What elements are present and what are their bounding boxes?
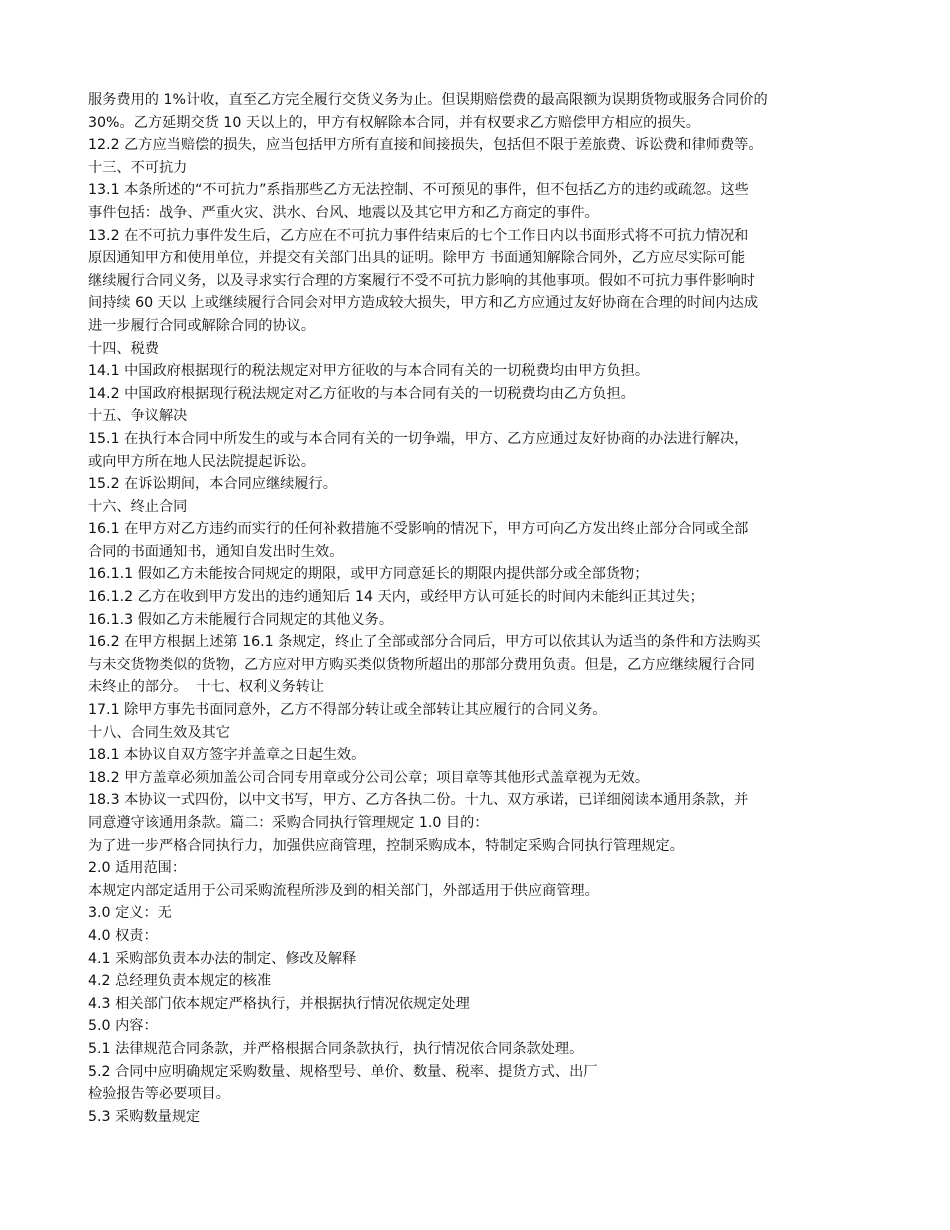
text-line: 13.1 本条所述的“不可抗力”系指那些乙方无法控制、不可预见的事件，但不包括乙方的违约或疏忽。这些 bbox=[88, 182, 749, 199]
text-line: 3.0 定义：无 bbox=[88, 905, 172, 922]
section-heading: 十六、终止合同 bbox=[88, 498, 188, 515]
text-line: 为了进一步严格合同执行力，加强供应商管理，控制采购成本，特制定采购合同执行管理规定。 bbox=[88, 837, 684, 854]
text-line: 未终止的部分。 十七、权利义务转让 bbox=[88, 679, 325, 696]
section-heading: 十三、不可抗力 bbox=[88, 159, 188, 176]
section-heading: 十八、合同生效及其它 bbox=[88, 724, 230, 741]
text-line: 4.3 相关部门依本规定严格执行，并根据执行情况依规定处理 bbox=[88, 995, 470, 1012]
text-line: 12.2 乙方应当赔偿的损失，应当包括甲方所有直接和间接损失，包括但不限于差旅费、诉讼费和律师费等。 bbox=[88, 137, 763, 154]
text-line: 检验报告等必要项目。 bbox=[88, 1086, 230, 1103]
text-line: 30%。乙方延期交货 10 天以上的，甲方有权解除本合同，并有权要求乙方赔偿甲方相应的损失。 bbox=[88, 114, 700, 131]
text-line: 事件包括：战争、严重火灾、洪水、台风、地震以及其它甲方和乙方商定的事件。 bbox=[88, 204, 599, 221]
text-line: 15.1 在执行本合同中所发生的或与本合同有关的一切争端，甲方、乙方应通过友好协商的办法进行解决， bbox=[88, 430, 749, 447]
text-line: 4.0 权责： bbox=[88, 927, 158, 944]
text-line: 与未交货物类似的货物，乙方应对甲方购买类似货物所超出的那部分费用负责。但是，乙方应继续履行合同 bbox=[88, 656, 755, 673]
text-line: 16.1.1 假如乙方未能按合同规定的期限，或甲方同意延长的期限内提供部分或全部货物； bbox=[88, 566, 649, 583]
text-line: 5.0 内容： bbox=[88, 1018, 158, 1035]
section-heading: 十四、税费 bbox=[88, 340, 159, 357]
text-line: 继续履行合同义务，以及寻求实行合理的方案履行不受不可抗力影响的其他事项。假如不可抗力事件影响时 bbox=[88, 272, 755, 289]
text-line: 14.1 中国政府根据现行的税法规定对甲方征收的与本合同有关的一切税费均由甲方负担。 bbox=[88, 363, 650, 380]
document-body bbox=[88, 89, 878, 1128]
text-line: 4.2 总经理负责本规定的核准 bbox=[88, 973, 272, 990]
text-line: 或向甲方所在地人民法院提起诉讼。 bbox=[88, 453, 316, 470]
text-line: 5.1 法律规范合同条款，并严格根据合同条款执行，执行情况依合同条款处理。 bbox=[88, 1040, 584, 1057]
text-line: 18.1 本协议自双方签字并盖章之日起生效。 bbox=[88, 747, 366, 764]
text-line: 14.2 中国政府根据现行税法规定对乙方征收的与本合同有关的一切税费均由乙方负担。 bbox=[88, 385, 635, 402]
text-line: 同意遵守该通用条款。篇二：采购合同执行管理规定 1.0 目的： bbox=[88, 815, 489, 831]
text-line: 间持续 60 天以 上或继续履行合同会对甲方造成较大损失，甲方和乙方应通过友好协商在合理的时间内达成 bbox=[88, 295, 759, 312]
text-line: 2.0 适用范围： bbox=[88, 860, 187, 877]
text-line: 原因通知甲方和使用单位，并提交有关部门出具的证明。除甲方 书面通知解除合同外，乙方应尽实际可能 bbox=[88, 250, 746, 267]
text-line: 合同的书面通知书，通知自发出时生效。 bbox=[88, 543, 344, 560]
text-line: 4.1 采购部负责本办法的制定、修改及解释 bbox=[88, 950, 357, 967]
text-line: 5.3 采购数量规定 bbox=[88, 1108, 201, 1125]
text-line: 本规定内部定适用于公司采购流程所涉及到的相关部门，外部适用于供应商管理。 bbox=[88, 882, 599, 899]
text-line: 服务费用的 1%计收，直至乙方完全履行交货义务为止。但误期赔偿费的最高限额为误期货物或服务合同价的 bbox=[88, 92, 768, 108]
text-line: 进一步履行合同或解除合同的协议。 bbox=[88, 317, 316, 334]
section-heading: 十五、争议解决 bbox=[88, 408, 188, 425]
text-line: 18.3 本协议一式四份，以中文书写，甲方、乙方各执二份。十九、双方承诺，已详细阅读本通用条款，并 bbox=[88, 792, 749, 809]
text-line: 16.1 在甲方对乙方违约而实行的任何补救措施不受影响的情况下，甲方可向乙方发出终止部分合同或全部 bbox=[88, 521, 749, 538]
text-line: 18.2 甲方盖章必须加盖公司合同专用章或分公司公章；项目章等其他形式盖章视为无效。 bbox=[88, 769, 650, 786]
text-line: 17.1 除甲方事先书面同意外，乙方不得部分转让或全部转让其应履行的合同义务。 bbox=[88, 702, 607, 719]
text-line: 15.2 在诉讼期间，本合同应继续履行。 bbox=[88, 476, 337, 493]
text-line: 16.1.3 假如乙方未能履行合同规定的其他义务。 bbox=[88, 611, 394, 628]
text-line: 16.1.2 乙方在收到甲方发出的违约通知后 14 天内，或经甲方认可延长的时间内未能纠正其过失； bbox=[88, 589, 704, 606]
text-line: 16.2 在甲方根据上述第 16.1 条规定，终止了全部或部分合同后，甲方可以依其认为适当的条件和方法购买 bbox=[88, 634, 761, 651]
text-line: 5.2 合同中应明确规定采购数量、规格型号、单价、数量、税率、提货方式、出厂 bbox=[88, 1063, 598, 1080]
text-line: 13.2 在不可抗力事件发生后，乙方应在不可抗力事件结束后的七个工作日内以书面形式将不可抗力情况和 bbox=[88, 227, 749, 244]
